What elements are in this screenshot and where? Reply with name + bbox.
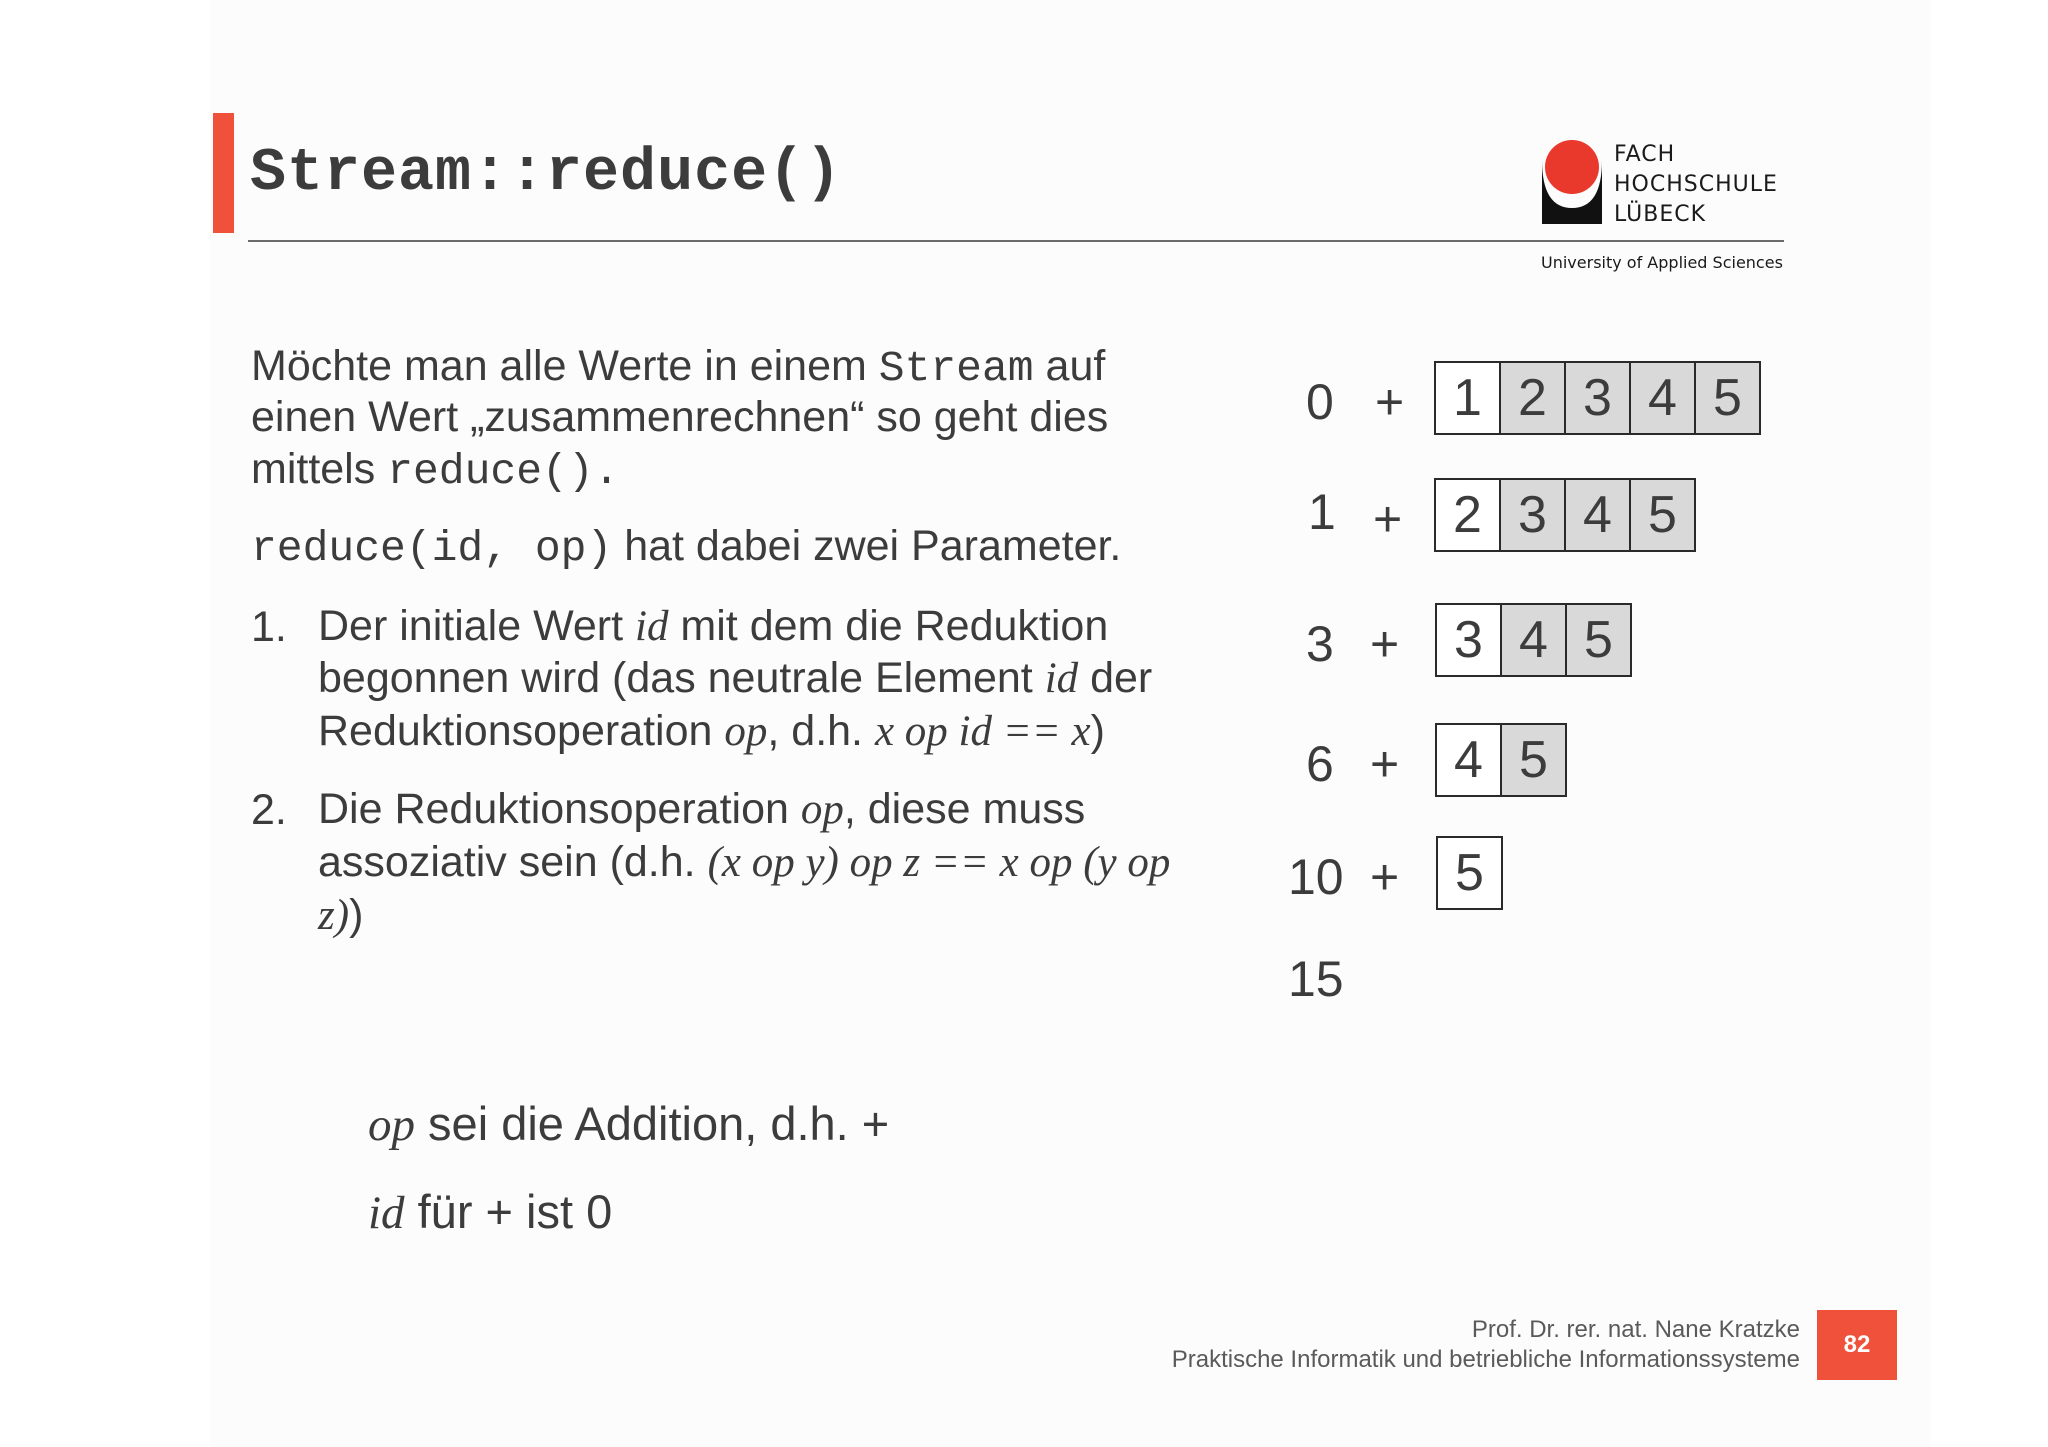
value-cell: 4 — [1435, 723, 1502, 797]
value-cell: 4 — [1564, 478, 1631, 552]
logo-line-3: LÜBECK — [1614, 202, 1707, 227]
value-cell: 5 — [1565, 603, 1632, 677]
value-cell: 2 — [1499, 361, 1566, 435]
list-number-2: 2. — [251, 786, 287, 834]
intro-line-2: einen Wert „zusammenrechnen“ so geht dies — [251, 393, 1109, 441]
title-divider — [248, 240, 1784, 242]
accumulator-value: 1 — [1308, 484, 1336, 540]
value-row — [1436, 836, 1503, 910]
plus-sign: + — [1373, 491, 1403, 547]
university-logo-icon — [1540, 138, 1604, 228]
value-cell: 4 — [1500, 603, 1567, 677]
note-line-2: id für + ist 0 — [368, 1185, 613, 1239]
slide-title: Stream::reduce() — [250, 140, 843, 208]
list-item-2-line-2: assoziativ sein (d.h. (x op y) op z == x op (y op — [318, 838, 1171, 886]
footer-course: Praktische Informatik und betriebliche Informationssysteme — [1171, 1346, 1800, 1373]
logo-line-1: FACH — [1614, 142, 1676, 167]
value-row — [1434, 478, 1696, 552]
plus-sign: + — [1370, 616, 1400, 672]
accumulator-value: 6 — [1306, 736, 1334, 792]
page-number: 82 — [1817, 1310, 1897, 1380]
intro-line-1: Möchte man alle Werte in einem Stream auf — [251, 342, 1106, 393]
accumulator-value: 3 — [1306, 616, 1334, 672]
value-cell: 1 — [1434, 361, 1501, 435]
value-cell: 4 — [1629, 361, 1696, 435]
plus-sign: + — [1370, 849, 1400, 905]
value-row — [1435, 723, 1567, 797]
title-accent-bar — [213, 113, 234, 233]
logo-line-2: HOCHSCHULE — [1614, 172, 1778, 197]
list-item-2-line-1: Die Reduktionsoperation op, diese muss — [318, 785, 1086, 833]
list-number-1: 1. — [251, 603, 287, 651]
value-cell: 5 — [1500, 723, 1567, 797]
list-item-2-line-3: z)) — [318, 891, 364, 939]
plus-sign: + — [1375, 374, 1405, 430]
university-subtitle: University of Applied Sciences — [1541, 253, 1783, 272]
note-line-1: op sei die Addition, d.h. + — [368, 1097, 890, 1151]
result-value: 15 — [1288, 951, 1344, 1007]
intro-line-3: mittels reduce(). — [251, 445, 620, 496]
accumulator-value: 10 — [1288, 849, 1344, 905]
list-item-1-line-2: begonnen wird (das neutrale Element id der — [318, 654, 1153, 702]
value-cell: 5 — [1629, 478, 1696, 552]
value-cell: 3 — [1435, 603, 1502, 677]
plus-sign: + — [1370, 736, 1400, 792]
value-cell: 2 — [1434, 478, 1501, 552]
value-cell: 5 — [1694, 361, 1761, 435]
value-cell: 3 — [1499, 478, 1566, 552]
value-row — [1434, 361, 1761, 435]
list-item-1-line-3: Reduktionsoperation op, d.h. x op id == x) — [318, 707, 1105, 755]
footer-credits — [1172, 1315, 1800, 1375]
params-line: reduce(id, op) hat dabei zwei Parameter. — [251, 522, 1122, 573]
value-row — [1435, 603, 1632, 677]
footer-author: Prof. Dr. rer. nat. Nane Kratzke — [1471, 1316, 1800, 1343]
list-item-1-line-1: Der initiale Wert id mit dem die Reduktion — [318, 602, 1109, 650]
accumulator-value: 0 — [1306, 374, 1334, 430]
value-cell: 5 — [1436, 836, 1503, 910]
university-logo-text — [1614, 140, 1778, 230]
value-cell: 3 — [1564, 361, 1631, 435]
